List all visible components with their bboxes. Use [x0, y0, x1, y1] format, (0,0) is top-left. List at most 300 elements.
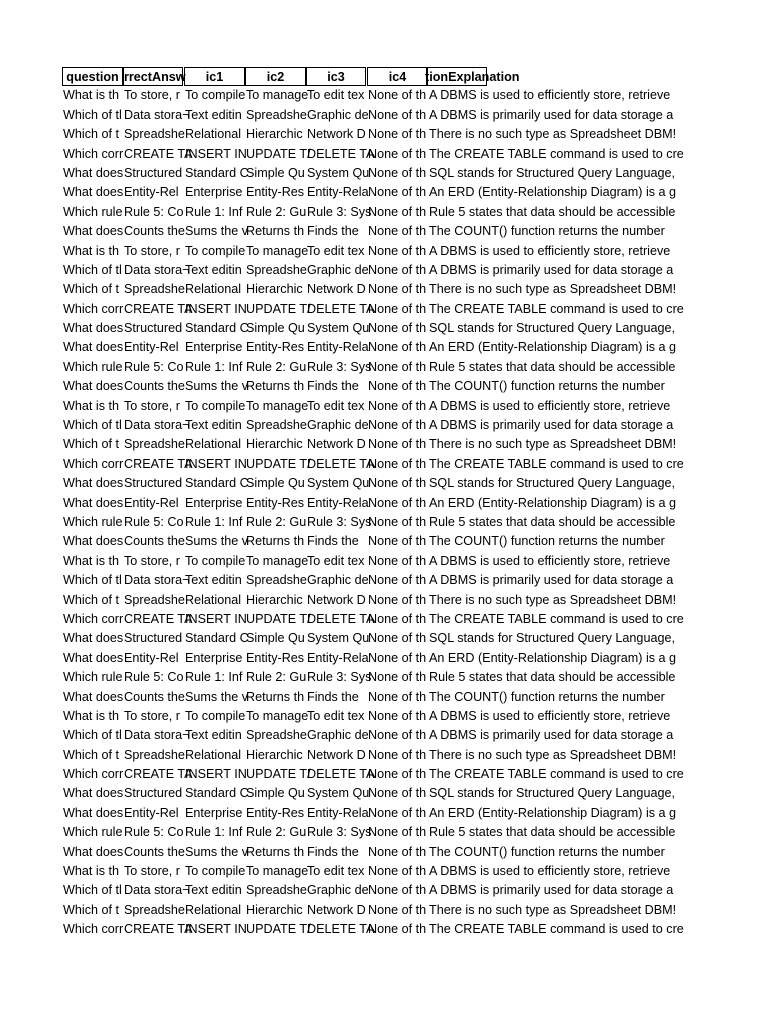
cell-question[interactable]: Which of tl	[63, 418, 122, 433]
cell-ic2[interactable]: Rule 2: Gu	[246, 825, 307, 840]
cell-correct-answer[interactable]: To store, r	[124, 88, 180, 103]
cell-ic4[interactable]: None of th	[368, 573, 427, 588]
cell-ic3[interactable]: Finds the	[307, 844, 359, 859]
cell-ic2[interactable]: Simple Qu	[246, 786, 305, 801]
cell-explanation[interactable]: The COUNT() function returns the number	[429, 689, 665, 704]
cell-correct-answer[interactable]: CREATE TA	[124, 301, 193, 316]
cell-explanation[interactable]: SQL stands for Structured Query Language,	[429, 321, 675, 336]
cell-ic2[interactable]: Returns th	[246, 689, 305, 704]
cell-correct-answer[interactable]: Counts the	[124, 224, 185, 239]
cell-question[interactable]: Which corr	[63, 611, 124, 626]
cell-ic4[interactable]: None of th	[368, 262, 427, 277]
cell-question[interactable]: Which of t	[63, 747, 119, 762]
cell-correct-answer[interactable]: To store, r	[124, 708, 180, 723]
cell-explanation[interactable]: An ERD (Entity-Relationship Diagram) is a g	[429, 650, 677, 665]
cell-ic3[interactable]: Finds the	[307, 379, 359, 394]
cell-explanation[interactable]: The COUNT() function returns the number	[429, 379, 665, 394]
cell-explanation[interactable]: The CREATE TABLE command is used to cre	[429, 922, 684, 937]
cell-ic3[interactable]: System Qu	[307, 165, 370, 180]
cell-question[interactable]: What is th	[63, 553, 119, 568]
cell-ic4[interactable]: None of th	[368, 553, 427, 568]
header-cell-ic3[interactable]: ic3	[306, 67, 366, 86]
cell-ic3[interactable]: To edit tex	[307, 88, 365, 103]
cell-ic2[interactable]: To manage	[246, 398, 309, 413]
cell-explanation[interactable]: Rule 5 states that data should be accessible	[429, 359, 676, 374]
header-cell-ic4[interactable]: ic4	[367, 67, 428, 86]
cell-correct-answer[interactable]: CREATE TA	[124, 922, 193, 937]
cell-ic1[interactable]: To compile	[185, 88, 246, 103]
cell-ic1[interactable]: Sums the v	[185, 224, 248, 239]
cell-ic4[interactable]: None of th	[368, 786, 427, 801]
cell-correct-answer[interactable]: CREATE TA	[124, 146, 193, 161]
cell-ic4[interactable]: None of th	[368, 805, 427, 820]
cell-ic2[interactable]: Entity-Res	[246, 805, 305, 820]
cell-correct-answer[interactable]: CREATE TA	[124, 767, 193, 782]
cell-ic1[interactable]: To compile	[185, 864, 246, 879]
cell-correct-answer[interactable]: Rule 5: Co	[124, 359, 184, 374]
cell-ic4[interactable]: None of th	[368, 902, 427, 917]
cell-ic3[interactable]: DELETE TA	[307, 301, 375, 316]
cell-ic2[interactable]: Returns th	[246, 534, 305, 549]
cell-correct-answer[interactable]: Spreadshe	[124, 747, 185, 762]
cell-ic3[interactable]: Finds the	[307, 689, 359, 704]
cell-ic1[interactable]: Rule 1: Inf	[185, 514, 243, 529]
cell-correct-answer[interactable]: Spreadshe	[124, 592, 185, 607]
cell-ic1[interactable]: Sums the v	[185, 844, 248, 859]
cell-question[interactable]: What is th	[63, 88, 119, 103]
header-cell-explanation[interactable]	[425, 67, 520, 86]
cell-question[interactable]: Which of t	[63, 282, 119, 297]
cell-explanation[interactable]: A DBMS is primarily used for data storage a	[429, 262, 674, 277]
cell-ic4[interactable]: None of th	[368, 534, 427, 549]
cell-ic1[interactable]: Enterprise	[185, 495, 243, 510]
cell-ic3[interactable]: Finds the	[307, 534, 359, 549]
cell-ic3[interactable]: Entity-Rela	[307, 495, 369, 510]
cell-ic3[interactable]: DELETE TA	[307, 922, 375, 937]
cell-ic3[interactable]: Entity-Rela	[307, 185, 369, 200]
cell-explanation[interactable]: A DBMS is used to efficiently store, retrieve	[429, 553, 671, 568]
cell-ic2[interactable]: Entity-Res	[246, 340, 305, 355]
cell-ic4[interactable]: None of th	[368, 922, 427, 937]
cell-correct-answer[interactable]: Rule 5: Co	[124, 670, 184, 685]
cell-question[interactable]: Which of tl	[63, 728, 122, 743]
cell-ic4[interactable]: None of th	[368, 398, 427, 413]
cell-ic1[interactable]: Relational	[185, 127, 242, 142]
cell-ic3[interactable]: To edit tex	[307, 553, 365, 568]
cell-ic4[interactable]: None of th	[368, 418, 427, 433]
cell-ic3[interactable]: Entity-Rela	[307, 340, 369, 355]
cell-correct-answer[interactable]: Rule 5: Co	[124, 204, 184, 219]
cell-ic1[interactable]: Rule 1: Inf	[185, 825, 243, 840]
cell-ic2[interactable]: Simple Qu	[246, 321, 305, 336]
cell-correct-answer[interactable]: To store, r	[124, 864, 180, 879]
cell-ic1[interactable]: Standard C	[185, 786, 249, 801]
cell-ic1[interactable]: Standard C	[185, 321, 249, 336]
cell-ic2[interactable]: Hierarchic	[246, 592, 303, 607]
cell-ic3[interactable]: To edit tex	[307, 864, 365, 879]
cell-question[interactable]: What does	[63, 224, 124, 239]
cell-correct-answer[interactable]: Entity-Rel	[124, 805, 179, 820]
cell-question[interactable]: Which of t	[63, 127, 119, 142]
cell-ic4[interactable]: None of th	[368, 747, 427, 762]
cell-ic1[interactable]: Relational	[185, 902, 242, 917]
cell-ic1[interactable]: INSERT IN	[185, 146, 247, 161]
cell-ic3[interactable]: Network D	[307, 127, 366, 142]
cell-explanation[interactable]: A DBMS is used to efficiently store, retrieve	[429, 243, 671, 258]
cell-ic2[interactable]: UPDATE T/	[246, 301, 311, 316]
cell-question[interactable]: Which of tl	[63, 573, 122, 588]
cell-correct-answer[interactable]: Entity-Rel	[124, 650, 179, 665]
cell-ic1[interactable]: Enterprise	[185, 185, 243, 200]
cell-ic1[interactable]: Relational	[185, 282, 242, 297]
cell-ic2[interactable]: Hierarchic	[246, 127, 303, 142]
cell-ic4[interactable]: None of th	[368, 301, 427, 316]
cell-ic1[interactable]: Text editin	[185, 573, 242, 588]
cell-ic2[interactable]: UPDATE T/	[246, 922, 311, 937]
cell-ic1[interactable]: To compile	[185, 243, 246, 258]
cell-explanation[interactable]: Rule 5 states that data should be accessible	[429, 670, 676, 685]
cell-explanation[interactable]: SQL stands for Structured Query Language,	[429, 476, 675, 491]
cell-ic1[interactable]: Standard C	[185, 165, 249, 180]
cell-ic2[interactable]: To manage	[246, 553, 309, 568]
cell-ic3[interactable]: Graphic de	[307, 883, 369, 898]
cell-ic4[interactable]: None of th	[368, 379, 427, 394]
cell-explanation[interactable]: There is no such type as Spreadsheet DBM!	[429, 282, 677, 297]
cell-question[interactable]: Which corr	[63, 922, 124, 937]
cell-ic4[interactable]: None of th	[368, 767, 427, 782]
cell-ic3[interactable]: Rule 3: Sys	[307, 204, 372, 219]
cell-ic4[interactable]: None of th	[368, 864, 427, 879]
cell-ic2[interactable]: UPDATE T/	[246, 767, 311, 782]
cell-correct-answer[interactable]: To store, r	[124, 243, 180, 258]
cell-ic1[interactable]: To compile	[185, 553, 246, 568]
cell-ic1[interactable]: Relational	[185, 747, 242, 762]
cell-ic2[interactable]: Spreadshe	[246, 107, 307, 122]
cell-ic4[interactable]: None of th	[368, 495, 427, 510]
cell-correct-answer[interactable]: Spreadshe	[124, 282, 185, 297]
cell-question[interactable]: What does	[63, 786, 124, 801]
cell-correct-answer[interactable]: To store, r	[124, 398, 180, 413]
cell-explanation[interactable]: SQL stands for Structured Query Language,	[429, 165, 675, 180]
cell-ic2[interactable]: Spreadshe	[246, 262, 307, 277]
cell-explanation[interactable]: Rule 5 states that data should be accessible	[429, 204, 676, 219]
cell-ic2[interactable]: Hierarchic	[246, 282, 303, 297]
cell-explanation[interactable]: The COUNT() function returns the number	[429, 534, 665, 549]
cell-ic4[interactable]: None of th	[368, 670, 427, 685]
cell-ic4[interactable]: None of th	[368, 689, 427, 704]
cell-question[interactable]: Which of t	[63, 592, 119, 607]
cell-ic1[interactable]: Rule 1: Inf	[185, 670, 243, 685]
cell-ic3[interactable]: DELETE TA	[307, 611, 375, 626]
cell-ic3[interactable]: Network D	[307, 747, 366, 762]
cell-ic3[interactable]: Graphic de	[307, 728, 369, 743]
cell-ic2[interactable]: Entity-Res	[246, 650, 305, 665]
cell-question[interactable]: Which corr	[63, 456, 124, 471]
cell-ic4[interactable]: None of th	[368, 224, 427, 239]
cell-question[interactable]: Which of t	[63, 437, 119, 452]
cell-ic2[interactable]: Rule 2: Gu	[246, 514, 307, 529]
cell-ic1[interactable]: Text editin	[185, 107, 242, 122]
cell-ic3[interactable]: To edit tex	[307, 243, 365, 258]
cell-explanation[interactable]: The CREATE TABLE command is used to cre	[429, 146, 684, 161]
cell-explanation[interactable]: There is no such type as Spreadsheet DBM!	[429, 747, 677, 762]
cell-correct-answer[interactable]: Counts the	[124, 689, 185, 704]
cell-ic3[interactable]: Entity-Rela	[307, 805, 369, 820]
cell-ic4[interactable]: None of th	[368, 437, 427, 452]
cell-question[interactable]: What does	[63, 340, 124, 355]
cell-ic4[interactable]: None of th	[368, 359, 427, 374]
cell-correct-answer[interactable]: Data stora¬	[124, 573, 190, 588]
cell-question[interactable]: What is th	[63, 864, 119, 879]
cell-explanation[interactable]: A DBMS is primarily used for data storage a	[429, 883, 674, 898]
cell-question[interactable]: What does	[63, 805, 124, 820]
cell-ic4[interactable]: None of th	[368, 340, 427, 355]
cell-ic3[interactable]: System Qu	[307, 631, 370, 646]
cell-correct-answer[interactable]: Data stora¬	[124, 883, 190, 898]
cell-ic2[interactable]: To manage	[246, 243, 309, 258]
cell-ic1[interactable]: INSERT IN	[185, 922, 247, 937]
cell-ic3[interactable]: Network D	[307, 282, 366, 297]
cell-ic2[interactable]: UPDATE T/	[246, 611, 311, 626]
cell-ic1[interactable]: Rule 1: Inf	[185, 359, 243, 374]
cell-ic3[interactable]: Rule 3: Sys	[307, 825, 372, 840]
cell-correct-answer[interactable]: Rule 5: Co	[124, 514, 184, 529]
cell-ic1[interactable]: Text editin	[185, 728, 242, 743]
cell-question[interactable]: Which rule	[63, 825, 123, 840]
cell-ic1[interactable]: Relational	[185, 437, 242, 452]
cell-ic1[interactable]: INSERT IN	[185, 611, 247, 626]
cell-ic4[interactable]: None of th	[368, 631, 427, 646]
cell-ic3[interactable]: System Qu	[307, 476, 370, 491]
cell-ic2[interactable]: Returns th	[246, 844, 305, 859]
cell-ic4[interactable]: None of th	[368, 650, 427, 665]
cell-ic2[interactable]: To manage	[246, 88, 309, 103]
cell-explanation[interactable]: A DBMS is primarily used for data storage a	[429, 573, 674, 588]
cell-ic4[interactable]: None of th	[368, 127, 427, 142]
cell-ic2[interactable]: Rule 2: Gu	[246, 359, 307, 374]
cell-ic3[interactable]: Graphic de	[307, 418, 369, 433]
cell-ic3[interactable]: Graphic de	[307, 573, 369, 588]
cell-ic3[interactable]: System Qu	[307, 786, 370, 801]
cell-ic4[interactable]: None of th	[368, 844, 427, 859]
cell-ic2[interactable]: Simple Qu	[246, 476, 305, 491]
cell-ic1[interactable]: Sums the v	[185, 379, 248, 394]
cell-ic3[interactable]: Finds the	[307, 224, 359, 239]
cell-ic1[interactable]: INSERT IN	[185, 301, 247, 316]
cell-ic2[interactable]: Spreadshe	[246, 728, 307, 743]
cell-question[interactable]: Which corr	[63, 301, 124, 316]
cell-ic4[interactable]: None of th	[368, 611, 427, 626]
cell-ic2[interactable]: Returns th	[246, 224, 305, 239]
cell-question[interactable]: What does	[63, 476, 124, 491]
cell-ic4[interactable]: None of th	[368, 728, 427, 743]
cell-question[interactable]: Which rule	[63, 204, 123, 219]
cell-ic2[interactable]: Entity-Res	[246, 495, 305, 510]
cell-ic4[interactable]: None of th	[368, 185, 427, 200]
cell-question[interactable]: Which of tl	[63, 262, 122, 277]
cell-ic2[interactable]: Simple Qu	[246, 165, 305, 180]
cell-explanation[interactable]: An ERD (Entity-Relationship Diagram) is a g	[429, 495, 677, 510]
cell-correct-answer[interactable]: CREATE TA	[124, 611, 193, 626]
cell-question[interactable]: What is th	[63, 708, 119, 723]
cell-ic3[interactable]: Rule 3: Sys	[307, 359, 372, 374]
cell-ic1[interactable]: Standard C	[185, 631, 249, 646]
cell-correct-answer[interactable]: Data stora¬	[124, 728, 190, 743]
cell-ic3[interactable]: Network D	[307, 902, 366, 917]
cell-question[interactable]: What does	[63, 650, 124, 665]
cell-ic2[interactable]: Rule 2: Gu	[246, 204, 307, 219]
cell-ic2[interactable]: Simple Qu	[246, 631, 305, 646]
cell-ic2[interactable]: To manage	[246, 708, 309, 723]
cell-ic1[interactable]: Relational	[185, 592, 242, 607]
cell-ic4[interactable]: None of th	[368, 146, 427, 161]
cell-question[interactable]: Which rule	[63, 359, 123, 374]
header-cell-ic2[interactable]: ic2	[245, 67, 306, 86]
cell-ic2[interactable]: Spreadshe	[246, 883, 307, 898]
cell-ic3[interactable]: Network D	[307, 592, 366, 607]
cell-ic2[interactable]: To manage	[246, 864, 309, 879]
cell-ic3[interactable]: System Qu	[307, 321, 370, 336]
cell-ic4[interactable]: None of th	[368, 165, 427, 180]
cell-ic1[interactable]: To compile	[185, 398, 246, 413]
cell-correct-answer[interactable]: Spreadshe	[124, 127, 185, 142]
cell-ic2[interactable]: Rule 2: Gu	[246, 670, 307, 685]
cell-ic1[interactable]: Enterprise	[185, 340, 243, 355]
cell-explanation[interactable]: SQL stands for Structured Query Language,	[429, 631, 675, 646]
cell-correct-answer[interactable]: Rule 5: Co	[124, 825, 184, 840]
cell-question[interactable]: Which corr	[63, 767, 124, 782]
cell-correct-answer[interactable]: Data stora¬	[124, 107, 190, 122]
cell-question[interactable]: What is th	[63, 243, 119, 258]
cell-ic4[interactable]: None of th	[368, 88, 427, 103]
cell-explanation[interactable]: The CREATE TABLE command is used to cre	[429, 767, 684, 782]
cell-explanation[interactable]: There is no such type as Spreadsheet DBM!	[429, 127, 677, 142]
cell-ic1[interactable]: Enterprise	[185, 650, 243, 665]
cell-explanation[interactable]: An ERD (Entity-Relationship Diagram) is a g	[429, 340, 677, 355]
cell-ic4[interactable]: None of th	[368, 476, 427, 491]
cell-ic2[interactable]: Spreadshe	[246, 573, 307, 588]
cell-question[interactable]: What does	[63, 689, 124, 704]
cell-ic1[interactable]: INSERT IN	[185, 456, 247, 471]
cell-ic3[interactable]: DELETE TA	[307, 456, 375, 471]
cell-question[interactable]: Which of tl	[63, 883, 122, 898]
header-cell-correct-answer[interactable]: rrectAnsw	[123, 67, 183, 86]
cell-ic4[interactable]: None of th	[368, 825, 427, 840]
cell-explanation[interactable]: A DBMS is used to efficiently store, retrieve	[429, 88, 671, 103]
cell-correct-answer[interactable]: Counts the	[124, 534, 185, 549]
cell-ic2[interactable]: Hierarchic	[246, 437, 303, 452]
cell-explanation[interactable]: The COUNT() function returns the number	[429, 844, 665, 859]
cell-question[interactable]: What does	[63, 844, 124, 859]
cell-ic1[interactable]: INSERT IN	[185, 767, 247, 782]
cell-explanation[interactable]: There is no such type as Spreadsheet DBM!	[429, 592, 677, 607]
cell-question[interactable]: Which corr	[63, 146, 124, 161]
cell-ic2[interactable]: Entity-Res	[246, 185, 305, 200]
cell-ic1[interactable]: Enterprise	[185, 805, 243, 820]
cell-ic2[interactable]: Hierarchic	[246, 902, 303, 917]
cell-ic4[interactable]: None of th	[368, 107, 427, 122]
cell-explanation[interactable]: There is no such type as Spreadsheet DBM!	[429, 902, 677, 917]
cell-ic3[interactable]: Graphic de	[307, 107, 369, 122]
cell-question[interactable]: What does	[63, 534, 124, 549]
cell-ic4[interactable]: None of th	[368, 592, 427, 607]
cell-ic1[interactable]: Text editin	[185, 262, 242, 277]
cell-correct-answer[interactable]: Structured	[124, 476, 183, 491]
cell-explanation[interactable]: A DBMS is used to efficiently store, retrieve	[429, 864, 671, 879]
cell-correct-answer[interactable]: Data stora¬	[124, 418, 190, 433]
cell-question[interactable]: What is th	[63, 398, 119, 413]
cell-ic3[interactable]: Rule 3: Sys	[307, 514, 372, 529]
cell-ic4[interactable]: None of th	[368, 204, 427, 219]
cell-correct-answer[interactable]: Structured	[124, 786, 183, 801]
cell-question[interactable]: Which rule	[63, 514, 123, 529]
cell-ic1[interactable]: Standard C	[185, 476, 249, 491]
cell-explanation[interactable]: The CREATE TABLE command is used to cre	[429, 456, 684, 471]
cell-correct-answer[interactable]: Structured	[124, 321, 183, 336]
cell-correct-answer[interactable]: CREATE TA	[124, 456, 193, 471]
cell-explanation[interactable]: A DBMS is primarily used for data storage a	[429, 418, 674, 433]
cell-ic3[interactable]: DELETE TA	[307, 146, 375, 161]
cell-ic1[interactable]: Sums the v	[185, 689, 248, 704]
cell-correct-answer[interactable]: Entity-Rel	[124, 340, 179, 355]
cell-explanation[interactable]: A DBMS is primarily used for data storage a	[429, 728, 674, 743]
cell-explanation[interactable]: An ERD (Entity-Relationship Diagram) is a g	[429, 805, 677, 820]
cell-explanation[interactable]: The CREATE TABLE command is used to cre	[429, 611, 684, 626]
cell-question[interactable]: What does	[63, 495, 124, 510]
cell-correct-answer[interactable]: Structured	[124, 631, 183, 646]
cell-explanation[interactable]: Rule 5 states that data should be accessible	[429, 514, 676, 529]
cell-explanation[interactable]: Rule 5 states that data should be accessible	[429, 825, 676, 840]
header-cell-question[interactable]: question	[62, 67, 123, 86]
cell-ic4[interactable]: None of th	[368, 883, 427, 898]
cell-explanation[interactable]: There is no such type as Spreadsheet DBM!	[429, 437, 677, 452]
cell-ic3[interactable]: Rule 3: Sys	[307, 670, 372, 685]
cell-question[interactable]: What does	[63, 165, 124, 180]
cell-ic1[interactable]: Rule 1: Inf	[185, 204, 243, 219]
cell-ic2[interactable]: UPDATE T/	[246, 456, 311, 471]
cell-correct-answer[interactable]: Structured	[124, 165, 183, 180]
cell-ic3[interactable]: To edit tex	[307, 398, 365, 413]
cell-correct-answer[interactable]: Counts the	[124, 844, 185, 859]
cell-question[interactable]: Which of t	[63, 902, 119, 917]
cell-correct-answer[interactable]: Spreadshe	[124, 902, 185, 917]
cell-explanation[interactable]: The CREATE TABLE command is used to cre	[429, 301, 684, 316]
cell-ic3[interactable]: Entity-Rela	[307, 650, 369, 665]
cell-correct-answer[interactable]: Entity-Rel	[124, 495, 179, 510]
cell-ic1[interactable]: To compile	[185, 708, 246, 723]
cell-ic1[interactable]: Sums the v	[185, 534, 248, 549]
cell-ic4[interactable]: None of th	[368, 514, 427, 529]
cell-explanation[interactable]: A DBMS is used to efficiently store, retrieve	[429, 708, 671, 723]
cell-explanation[interactable]: SQL stands for Structured Query Language,	[429, 786, 675, 801]
cell-question[interactable]: What does	[63, 321, 124, 336]
cell-correct-answer[interactable]: Entity-Rel	[124, 185, 179, 200]
cell-ic2[interactable]: Spreadshe	[246, 418, 307, 433]
cell-ic2[interactable]: UPDATE T/	[246, 146, 311, 161]
cell-ic1[interactable]: Text editin	[185, 883, 242, 898]
cell-correct-answer[interactable]: To store, r	[124, 553, 180, 568]
cell-explanation[interactable]: An ERD (Entity-Relationship Diagram) is a g	[429, 185, 677, 200]
cell-ic3[interactable]: Graphic de	[307, 262, 369, 277]
cell-question[interactable]: What does	[63, 379, 124, 394]
cell-ic4[interactable]: None of th	[368, 321, 427, 336]
cell-correct-answer[interactable]: Counts the	[124, 379, 185, 394]
cell-question[interactable]: What does	[63, 631, 124, 646]
cell-correct-answer[interactable]: Spreadshe	[124, 437, 185, 452]
cell-ic4[interactable]: None of th	[368, 708, 427, 723]
cell-question[interactable]: What does	[63, 185, 124, 200]
cell-ic4[interactable]: None of th	[368, 282, 427, 297]
